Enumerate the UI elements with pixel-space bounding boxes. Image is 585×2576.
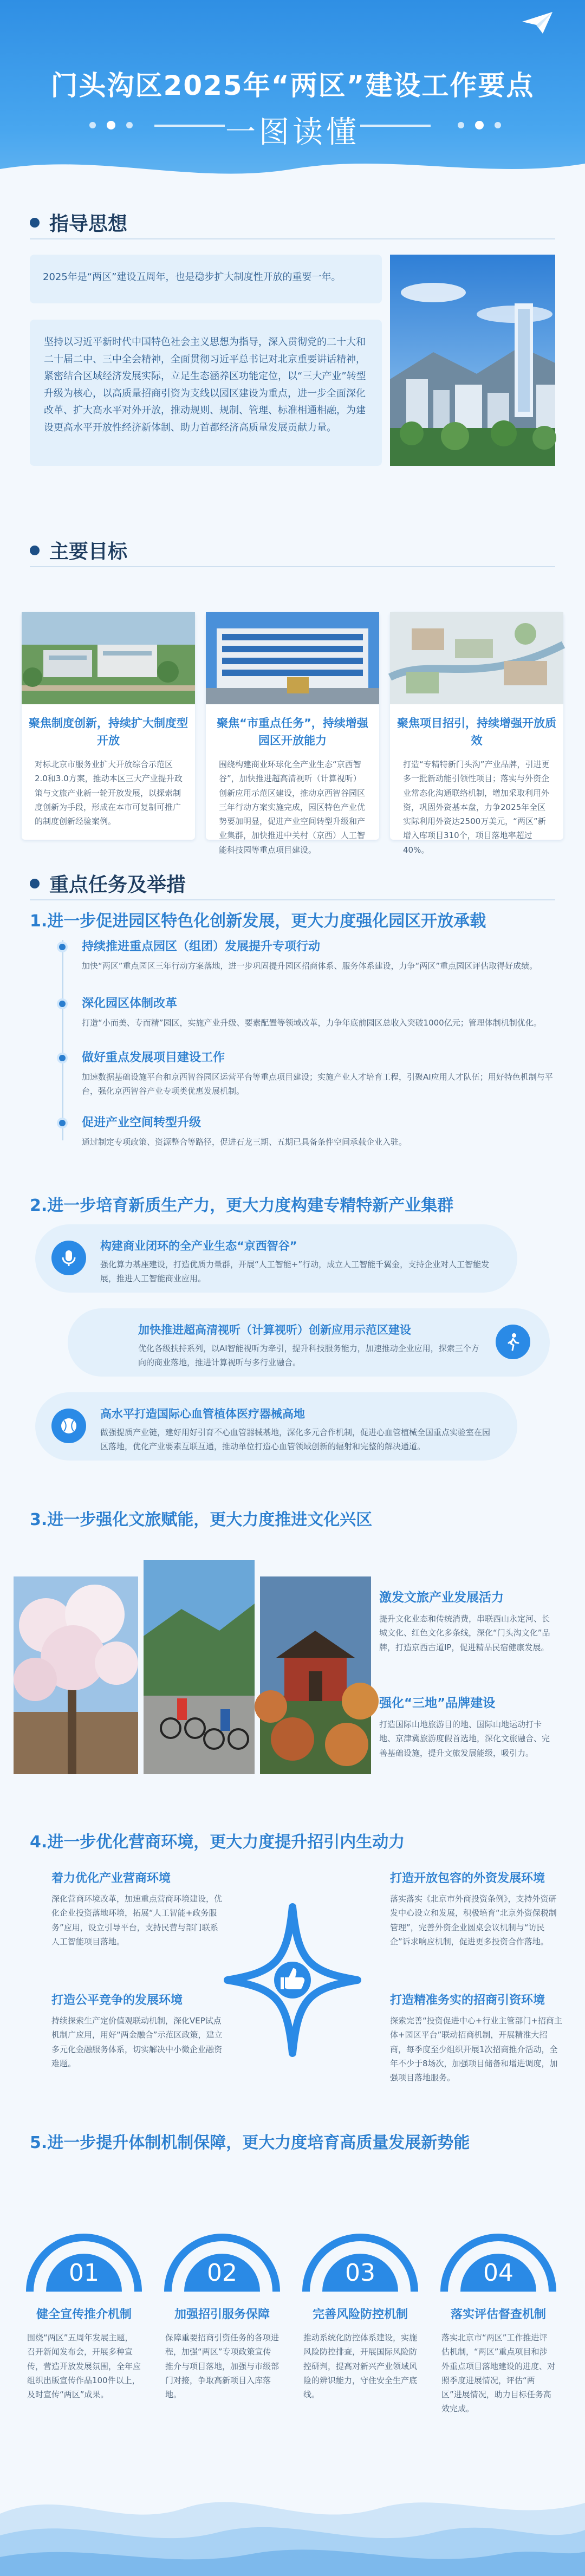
section-title: 指导思想: [49, 213, 128, 235]
goal-card-3: [390, 612, 563, 855]
timeline-dot: [57, 1053, 68, 1063]
guiding-intro: 2025年是“两区”建设五周年，也是稳步扩大制度性开放的重要一年。: [30, 255, 382, 303]
section-title: 主要目标: [49, 541, 128, 563]
task-2-title: 2.进一步培育新质生产力，更大力度构建专精特新产业集群: [30, 1196, 454, 1215]
task-2-item-1: [35, 1224, 517, 1293]
item-desc: 打造“小而美、专而精”园区，实施产业升级、要素配置等领域改革，力争年底前园区总收入突破1000亿元；管理体制机制优化。: [82, 1018, 542, 1028]
task-5-item-3: [298, 2210, 422, 2399]
temple-photo: [260, 1576, 371, 1774]
item-title: 促进产业空间转型升级: [82, 1116, 202, 1130]
item-title: 高水平打造国际心血管植体医疗器械高地: [100, 1407, 305, 1420]
divider: [30, 238, 555, 239]
section-tasks: [30, 870, 186, 897]
item-title: 做好重点发展项目建设工作: [82, 1051, 225, 1065]
item-desc: 围绕“两区”五周年发展主题，召开新闻发布会，开展多种宣传，营造开放发展氛围，全年应组织出版宣传作品100件以上，及时宣传“两区”成果。: [27, 2333, 141, 2399]
paper-plane-icon: [522, 12, 552, 34]
section-title: 重点任务及举措: [49, 874, 186, 896]
item-desc: 深化营商环境改革，加速重点营商环境建设，优化企业投资落地环境，拓展“人工智能+政务服务”应用，设立引导平台，支持民营与部门联系人工智能项目落地。: [51, 1894, 223, 1946]
goal-desc: 对标北京市服务业扩大开放综合示范区2.0和3.0方案，推动本区三大产业提升政策与文旅产业新一轮开放发展，以探索制度创新为手段，形成在本市可复制可推广的制度创新经验案例。: [35, 760, 183, 826]
item-number: 01: [69, 2259, 99, 2287]
timeline-dot: [57, 942, 68, 952]
page-title: 门头沟区2025年“两区”建设工作要点: [50, 70, 535, 101]
title-deco-line-right: [360, 125, 431, 127]
cyclists-photo: [144, 1560, 255, 1774]
task-3-title: 3.进一步强化文旅赋能，更大力度推进文化兴区: [30, 1510, 373, 1529]
footer-clouds: [0, 2470, 585, 2576]
divider: [30, 566, 555, 567]
item-desc: 提升文化业态和传统消费，串联西山永定河、长城文化、红色文化多条线，深化“门头沟文化”品牌，打造京西古道IP，促进精品民宿健康发展。: [379, 1614, 550, 1652]
goal-title: 聚焦项目招引，持续增强开放质效: [397, 717, 556, 747]
section-bullet: [30, 546, 40, 555]
item-desc: 强化算力基座建设，打造优质力量群，开展“人工智能+”行动，成立人工智能千翼金，支持企业对人工智能发展，推进人工智能商业应用。: [100, 1260, 490, 1283]
timeline-line: [62, 940, 63, 1140]
section-goals: [30, 536, 127, 564]
header-wave: [0, 147, 585, 185]
item-desc: 打造国际山地旅游目的地、国际山地运动打卡地、京津冀旅游度假首选地，深化文旅融合、完善基础设施，提升文旅发展能级，吸引力。: [379, 1720, 550, 1758]
item-desc: 落实落实《北京市外商投资条例》，支持外资研发中心设立和发展，积极培育“北京外资保税制管理”，完善外资企业圆桌会议机制与“访民企”诉求响应机制，促进更多投资合作落地。: [390, 1894, 557, 1946]
goal-card-2: [206, 612, 379, 855]
star-emblem: [217, 1896, 368, 2064]
timeline-dot: [57, 1118, 68, 1128]
item-title: 着力优化产业营商环境: [51, 1872, 171, 1885]
divider: [30, 899, 555, 900]
timeline-dot: [57, 998, 68, 1009]
item-number: 04: [483, 2259, 514, 2287]
item-title: 健全宣传推介机制: [36, 2308, 132, 2321]
item-number: 02: [207, 2259, 237, 2287]
item-desc: 探索完善“投资促进中心+行业主管部门+招商主体+园区平台”联动招商机制，开展精准大招商，每季度至少组织开展1次招商推介活动，全年不少于8场次，加强项目储备和增进调度，加强项目落地服务。: [390, 2016, 562, 2082]
task-5-title: 5.进一步提升体制机制保障，更大力度培育高质量发展新势能: [30, 2133, 470, 2152]
item-desc: 持续探索生产定价值观联动机制，深化VEP试点机制广应用，用好“两金融合”示范区政策，建立多元化金融服务体系，切实解决中小微企业融资难题。: [51, 2016, 223, 2068]
item-title: 加快推进超高清视听（计算视听）创新应用示范区建设: [138, 1323, 411, 1336]
item-title: 构建商业闭环的全产业生态“京西智谷”: [100, 1240, 297, 1253]
item-desc: 加速数据基础设施平台和京西智谷园区运营平台等重点项目建设；实施产业人才培育工程，引聚AI应用人才队伍；用好特色机制与平台，强化京西智谷产业专项类优惠发展机制。: [82, 1072, 553, 1096]
task-5-item-1: [22, 2210, 146, 2399]
guiding-body: 坚持以习近平新时代中国特色社会主义思想为指导，深入贯彻党的二十大和二十届二中、三中全会精神，全面贯彻习近平总书记对北京重要讲话精神，紧密结合区域经济发展实际，立足生态涵养区功能定位，以“三大产业”转型升级为核心，以高质量招商引资为支线以园区建设为重点，进一步全面深化改革、扩大高水平对外开放，推动规则、规制、管理、标准相通相融，为建设更高水平开放性经济新体制、助力首都经济高质量发展贡献力量。: [30, 320, 382, 466]
item-title: 打造精准务实的招商引资环境: [390, 1994, 545, 2007]
magnolia-photo: [14, 1576, 138, 1774]
masterplan-photo: [390, 612, 563, 704]
section-guiding: [30, 209, 127, 236]
item-desc: 保障重要招商引资任务的各项进程，加强“两区”专项政策宣传推介与项目落地，加强与市级部门对接，争取高新项目入库落地。: [165, 2333, 280, 2399]
person-walking-icon: [496, 1325, 530, 1359]
item-desc: 通过制定专项政策、资源整合等路径，促进石龙三期、五期已具备条件空间承载企业入驻。: [82, 1137, 407, 1147]
item-title: 打造开放包容的外资发展环境: [390, 1872, 545, 1885]
task-4-title: 4.进一步优化营商环境，更大力度提升招引内生动力: [30, 1833, 405, 1852]
baseball-icon: [51, 1409, 86, 1443]
number-badge: [22, 2210, 146, 2292]
item-number: 03: [345, 2259, 375, 2287]
item-title: 持续推进重点园区（组团）发展提升专项行动: [82, 940, 321, 953]
task-5-item-2: [160, 2210, 284, 2399]
goal-desc: 围绕构建商业环球化全产业生态“京西智谷”，加快推进超高清视听（计算视听）创新应用示范区建设，推动京西智谷园区三年行动方案实施完成，园区特色产业优势要加明显，促进产业空间转型升级和产业集群，加快推进中关村（京西）人工智能科技园等重点项目建设。: [219, 760, 366, 855]
item-title: 打造公平竞争的发展环境: [51, 1994, 183, 2007]
number-badge: [436, 2210, 561, 2292]
page-subtitle: 一图读懂: [225, 115, 360, 150]
item-title: 落实评估督查机制: [450, 2308, 546, 2321]
goal-title: 聚焦“市重点任务”，持续增强园区开放能力: [217, 717, 368, 747]
item-desc: 落实北京市“两区”工作推进评估机制，“两区”重点项目和涉外重点项目落地建设的进度、对照季度进展情况，评估“两区”进展情况，助力目标任务高效完成。: [441, 2333, 556, 2414]
city-skyline-photo: [390, 255, 555, 466]
number-badge: [298, 2210, 422, 2292]
goal-desc: 打造“专精特新门头沟”产业品牌，引进更多一批新动能引领性项目；落实与外资企业常态化沟通联络机制，增加采取利用外资，巩固外资基本盘，力争2025年全区实际利用外资达2500万美元，“两区”新增入库项目310个，项目落地率超过40%。: [403, 760, 550, 855]
item-desc: 做强提质产业链，建好用好引育不心血管器械基地，深化多元合作机制，促进心血管植械全国重点实验室在园区落地，优化产业要素互联互通，推动单位打造心血管领域创新的辐射和完整的解决通道。: [100, 1427, 491, 1451]
title-deco-dots-right: [458, 122, 501, 129]
park-aerial-photo: [22, 612, 195, 704]
building-photo: [206, 612, 379, 704]
header-banner: [0, 0, 585, 184]
task-5-item-4: [436, 2210, 561, 2414]
section-bullet: [30, 218, 40, 228]
task-2-item-2: [68, 1308, 550, 1377]
number-badge: [160, 2210, 284, 2292]
goal-title: 聚焦制度创新，持续扩大制度型开放: [29, 717, 188, 747]
item-desc: 优化各级扶持系列，以AI智能视听为牵引，提升科技服务能力，加速推动企业应用，探索三个方向的商业落地，推进计算视听与多行业融合。: [138, 1344, 479, 1367]
item-title: 完善风险防控机制: [312, 2308, 408, 2321]
item-title: 深化园区体制改革: [82, 997, 178, 1010]
item-desc: 加快“两区”重点园区三年行动方案落地，进一步巩固提升园区招商体系、服务体系建设，力争“两区”重点园区评估取得好成绩。: [82, 961, 538, 971]
goal-card-1: [22, 612, 195, 840]
task-2-item-3: [35, 1392, 517, 1461]
task-1-title: 1.进一步促进园区特色化创新发展，更大力度强化园区开放承载: [30, 912, 486, 931]
thumbs-up-icon: [274, 1962, 311, 1998]
section-bullet: [30, 879, 40, 888]
item-title: 加强招引服务保障: [174, 2308, 270, 2321]
item-desc: 推动系统化防控体系建设，实施风险防控排查，开展国际风险防控研判，提高对新兴产业领域风险的辨识能力，守住安全生产底线。: [303, 2333, 418, 2399]
item-title: 强化“三地”品牌建设: [379, 1696, 496, 1710]
microphone-icon: [51, 1241, 86, 1275]
item-title: 激发文旅产业发展活力: [379, 1591, 504, 1605]
